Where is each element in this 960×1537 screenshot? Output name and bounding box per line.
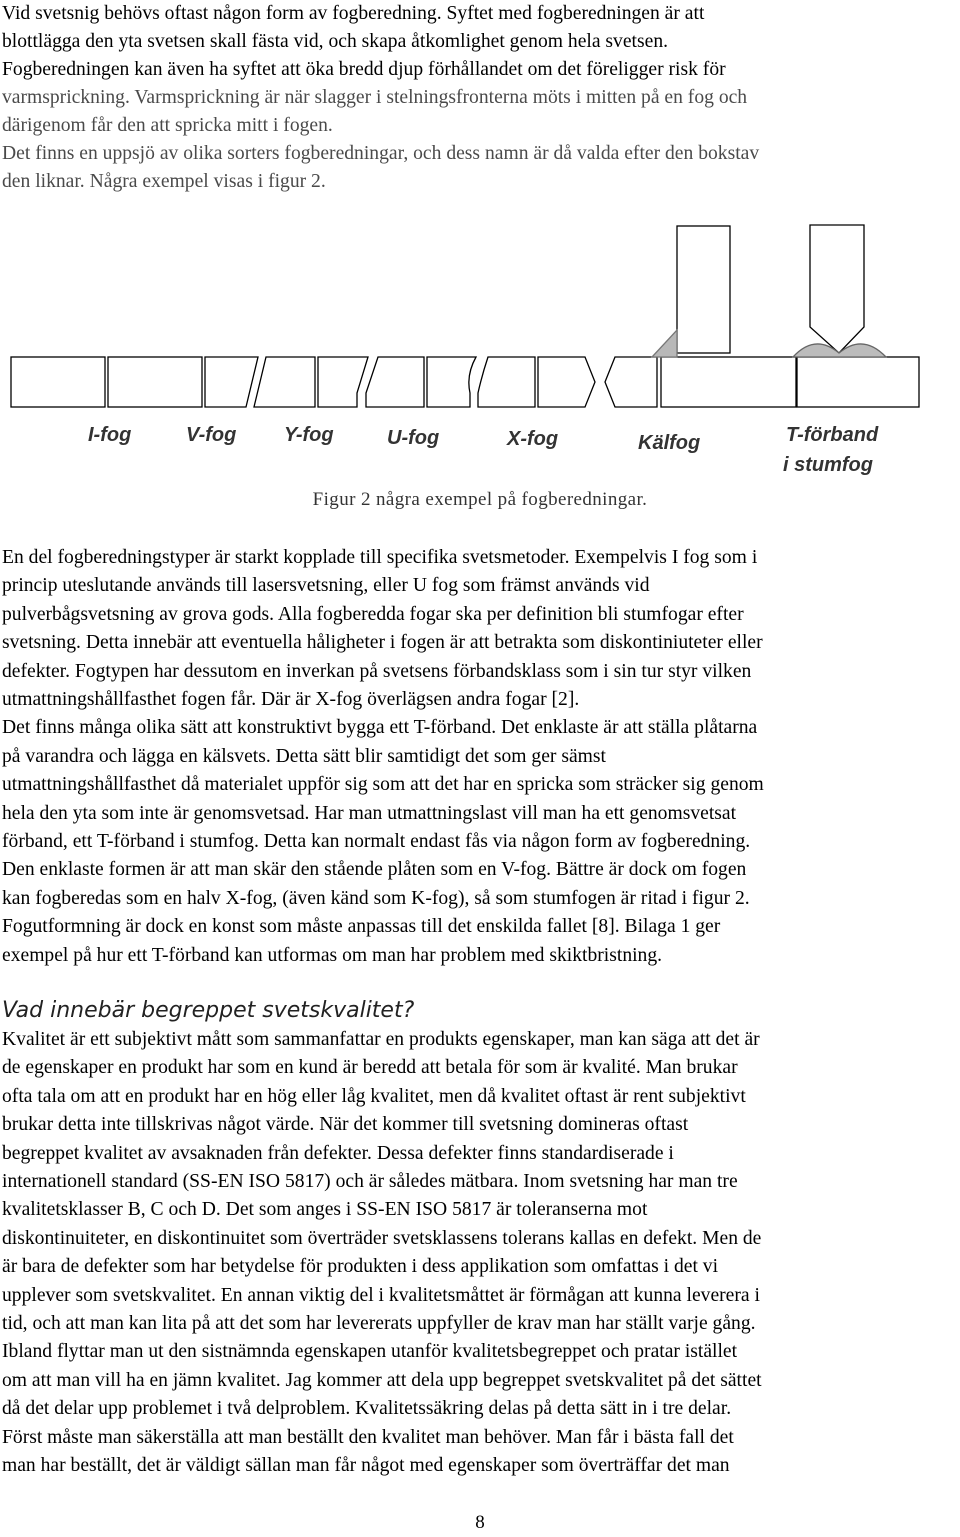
- text-line: exempel på hur ett T-förband kan utformas om man har problem med skiktbristning.: [2, 944, 663, 966]
- page-number: 8: [475, 1512, 485, 1533]
- figure-caption: Figur 2 några exempel på fogberedningar.: [312, 489, 648, 510]
- text-line: ofta tala om att en produkt har en hög eller låg kvalitet, men då kvalitet oftast är rent subjektivt: [2, 1085, 746, 1107]
- text-line: då det delar upp problemet i två delproblem. Kvalitetssäkring delas på detta sätt in i tre delar.: [2, 1398, 732, 1420]
- text-line: internationell standard (SS-EN ISO 5817) och är således mätbara. Inom svetsning har man tre: [2, 1171, 738, 1192]
- text-line: blottlägga den yta svetsen skall fästa vid, och skapa åtkomlighet genom hela svetsen.: [2, 31, 669, 52]
- y-joint-shape: [318, 357, 424, 407]
- fillet-weld-shape: [652, 226, 796, 407]
- text-line: Fogberedningen kan även ha syftet att öka bredd djup förhållandet om det föreligger risk för: [2, 59, 726, 80]
- text-line: diskontinuiteter, en diskontinuitet som överträder svetsklassens tolerans kallas en defekt. Men de: [2, 1227, 762, 1249]
- text-line: Fogutformning är dock en konst som måste anpassas till det enskilda fallet [8]. Bilaga 1 ger: [2, 916, 721, 938]
- label-i-stumfog: i stumfog: [783, 454, 873, 476]
- x-joint-shape: [538, 357, 657, 407]
- text-line: utmattningshållfasthet då materialet uppför sig som att det har en spricka som sträcker sig genom: [2, 774, 764, 796]
- text-line: därigenom får den att spricka mitt i fogen.: [2, 115, 333, 136]
- text-line: man har beställt, det är väldigt sällan man får något med egenskaper som överträffar det man: [2, 1455, 730, 1476]
- text-line: En del fogberedningstyper är starkt kopplade till specifika svetsmetoder. Exempelvis I fog som i: [2, 547, 758, 568]
- label-x-fog: X-fog: [507, 428, 559, 450]
- u-joint-shape: [427, 357, 535, 407]
- text-line: svetsning. Detta innebär att eventuella håligheter i fogen är att betrakta som diskontiniuteter eller: [2, 632, 763, 654]
- label-y-fog: Y-fog: [284, 424, 334, 446]
- i-joint-shape: [11, 357, 202, 407]
- text-line: Kvalitet är ett subjektivt mått som sammanfattar en produkts egenskaper, man kan säga att det är: [2, 1029, 760, 1050]
- text-line: brukar detta inte tillskrivas något värde. När det kommer till svetsning domineras oftast: [2, 1114, 689, 1136]
- text-line: Det finns många olika sätt att konstruktivt bygga ett T-förband. Det enklaste är att ställa plåtarna: [2, 717, 758, 739]
- text-line: på varandra och lägga en kälsvets. Detta sätt blir samtidigt det som ger sämst: [2, 745, 606, 767]
- text-line: kvalitetsklasser B, C och D. Det som anges i SS-EN ISO 5817 är toleranserna mot: [2, 1199, 648, 1221]
- joint-preparation-figure: [0, 215, 960, 480]
- text-line: utmattningshållfasthet fogen får. Där är X-fog överlägsen andra fogar [2].: [2, 689, 580, 710]
- label-v-fog: V-fog: [186, 424, 237, 446]
- text-line: förband, ett T-förband i stumfog. Detta kan normalt endast fås via någon form av fogberedning.: [2, 831, 751, 852]
- v-joint-shape: [205, 357, 315, 407]
- text-line: om att man vill ha en jämn kvalitet. Jag kommer att dela upp begreppet svetskvalitet på det sättet: [2, 1369, 762, 1391]
- text-line: Den enklaste formen är att man skär den stående plåten som en V-fog. Bättre är dock om fogen: [2, 859, 747, 881]
- text-line: begreppet kvalitet av avsaknaden från defekter. Dessa defekter finns standardiserade i: [2, 1142, 674, 1164]
- text-line: varmsprickning. Varmsprickning är när slagger i stelningsfronterna möts i mitten på en fog och: [2, 87, 748, 108]
- label-u-fog: U-fog: [387, 427, 440, 449]
- text-line: den liknar. Några exempel visas i figur 2.: [2, 171, 326, 192]
- label-i-fog: I-fog: [88, 424, 132, 446]
- text-line: tid, och att man kan lita på att det som har levererats uppfyller de krav man har ställt varje gång.: [2, 1313, 756, 1334]
- label-kalfog: Kälfog: [638, 432, 701, 454]
- text-line: defekter. Fogtypen har dessutom en inverkan på svetsens förbandsklass som i sin tur styr vilken: [2, 660, 752, 682]
- text-line: Det finns en uppsjö av olika sorters fogberedningar, och dess namn är då valda efter den bokstav: [2, 143, 760, 164]
- section-heading: Vad innebär begreppet svetskvalitet?: [2, 998, 415, 1023]
- text-line: princip uteslutande används till lasersvetsning, eller U fog som främst används vid: [2, 575, 650, 597]
- text-line: kan fogberedas som en halv X-fog, (även känd som K-fog), så som stumfogen är ritad i figur 2.: [2, 887, 750, 909]
- text-line: hela den yta som inte är genomsvetsad. Har man utmattningslast vill man ha ett genomsvetsat: [2, 802, 737, 824]
- text-line: är bara de defekter som har betydelse för produkten i dess applikation som omfattas i det vi: [2, 1256, 719, 1278]
- text-line: Vid svetsnig behövs oftast någon form av fogberedning. Syftet med fogberedningen är att: [2, 3, 705, 24]
- text-line: de egenskaper en produkt har som en kund är beredd att betala för som är kvalité. Man brukar: [2, 1057, 738, 1079]
- text-line: Ibland flyttar man ut den sistnämnda egenskapen utanför kvalitetsbegreppet och pratar istället: [2, 1341, 738, 1363]
- text-line: upplever som svetskvalitet. En annan viktig del i kvalitetsmåttet är förmågan att kunna leverera i: [2, 1284, 760, 1306]
- text-line: Först måste man säkerställa att man beställt den kvalitet man behöver. Man får i bästa fall det: [2, 1426, 734, 1448]
- label-t-forband: T-förband: [786, 424, 879, 446]
- text-line: pulverbågsvetsning av grova gods. Alla fogberedda fogar ska per definition bli stumfogar efter: [2, 603, 744, 625]
- t-joint-shape: [793, 225, 919, 407]
